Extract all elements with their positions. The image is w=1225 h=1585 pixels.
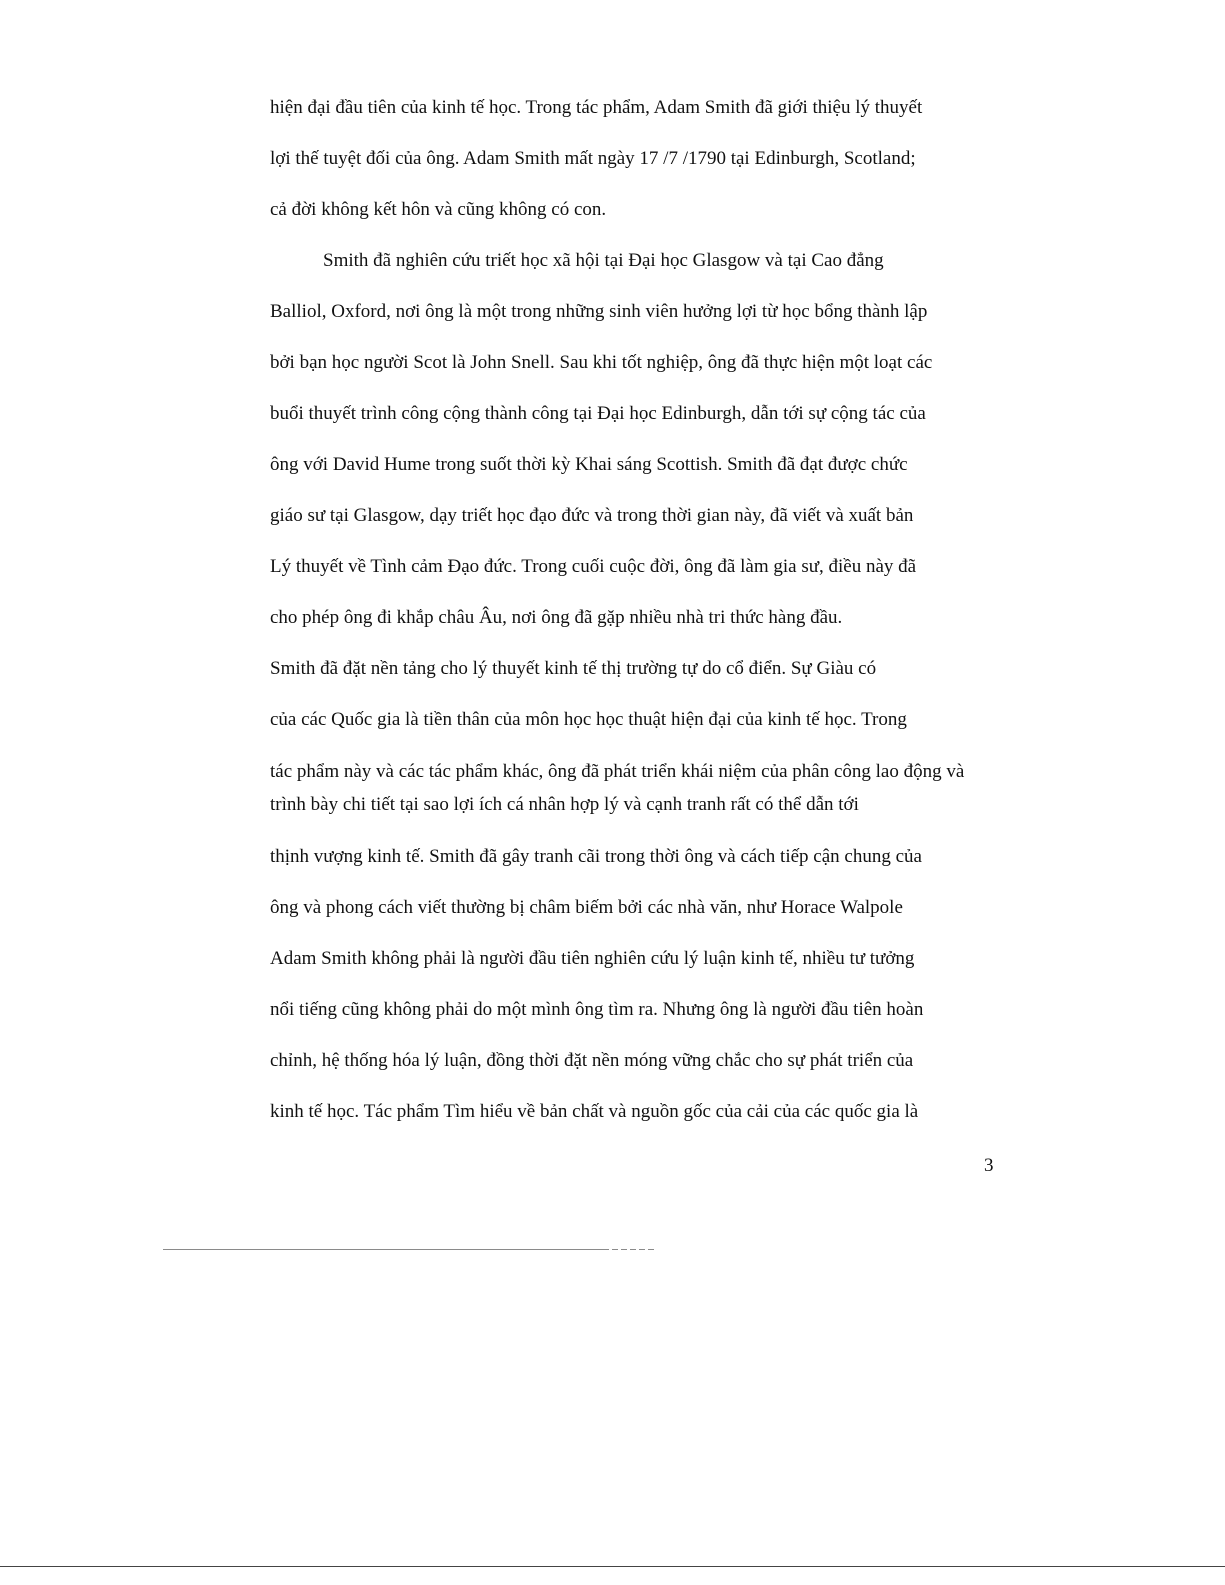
text-line: bởi bạn học người Scot là John Snell. Sau khi tốt nghiệp, ông đã thực hiện một loạt các: [270, 352, 933, 373]
text-line: Smith đã đặt nền tảng cho lý thuyết kinh tế thị trường tự do cổ điển. Sự Giàu có: [270, 658, 877, 679]
text-line: hiện đại đầu tiên của kinh tế học. Trong tác phẩm, Adam Smith đã giới thiệu lý thuyết: [270, 97, 923, 118]
paragraph-first-line: Smith đã nghiên cứu triết học xã hội tại Đại học Glasgow và tại Cao đẳng: [323, 250, 884, 271]
text-line: Balliol, Oxford, nơi ông là một trong những sinh viên hưởng lợi từ học bổng thành lập: [270, 301, 928, 322]
text-line: nổi tiếng cũng không phải do một mình ông tìm ra. Nhưng ông là người đầu tiên hoàn: [270, 999, 924, 1020]
text-line: cho phép ông đi khắp châu Âu, nơi ông đã gặp nhiều nhà tri thức hàng đầu.: [270, 607, 843, 628]
text-line: giáo sư tại Glasgow, dạy triết học đạo đức và trong thời gian này, đã viết và xuất bản: [270, 505, 914, 526]
text-line: Lý thuyết về Tình cảm Đạo đức. Trong cuối cuộc đời, ông đã làm gia sư, điều này đã: [270, 556, 917, 577]
text-line: kinh tế học. Tác phẩm Tìm hiểu về bản chất và nguồn gốc của cải của các quốc gia là: [270, 1101, 919, 1122]
text-line: tác phẩm này và các tác phẩm khác, ông đã phát triển khái niệm của phân công lao động và: [270, 761, 965, 782]
page-bottom-edge: [0, 1566, 1225, 1567]
text-line: cả đời không kết hôn và cũng không có con.: [270, 199, 607, 220]
text-line: ông và phong cách viết thường bị châm biếm bởi các nhà văn, như Horace Walpole: [270, 897, 903, 918]
text-line: thịnh vượng kinh tế. Smith đã gây tranh cãi trong thời ông và cách tiếp cận chung của: [270, 846, 922, 867]
text-line: trình bày chi tiết tại sao lợi ích cá nhân hợp lý và cạnh tranh rất có thể dẫn tới: [270, 794, 859, 815]
text-line: lợi thế tuyệt đối của ông. Adam Smith mất ngày 17 /7 /1790 tại Edinburgh, Scotland;: [270, 148, 916, 169]
text-line: ông với David Hume trong suốt thời kỳ Khai sáng Scottish. Smith đã đạt được chức: [270, 454, 908, 475]
text-line: buổi thuyết trình công cộng thành công tại Đại học Edinburgh, dẫn tới sự cộng tác của: [270, 403, 926, 424]
footnote-separator: [163, 1249, 657, 1250]
page-number: 3: [984, 1155, 994, 1176]
footnote-separator-dash: [603, 1249, 657, 1250]
text-line: của các Quốc gia là tiền thân của môn học học thuật hiện đại của kinh tế học. Trong: [270, 709, 907, 730]
text-line: Adam Smith không phải là người đầu tiên nghiên cứu lý luận kinh tế, nhiều tư tưởng: [270, 948, 915, 969]
text-line: chỉnh, hệ thống hóa lý luận, đồng thời đặt nền móng vững chắc cho sự phát triển của: [270, 1050, 914, 1071]
